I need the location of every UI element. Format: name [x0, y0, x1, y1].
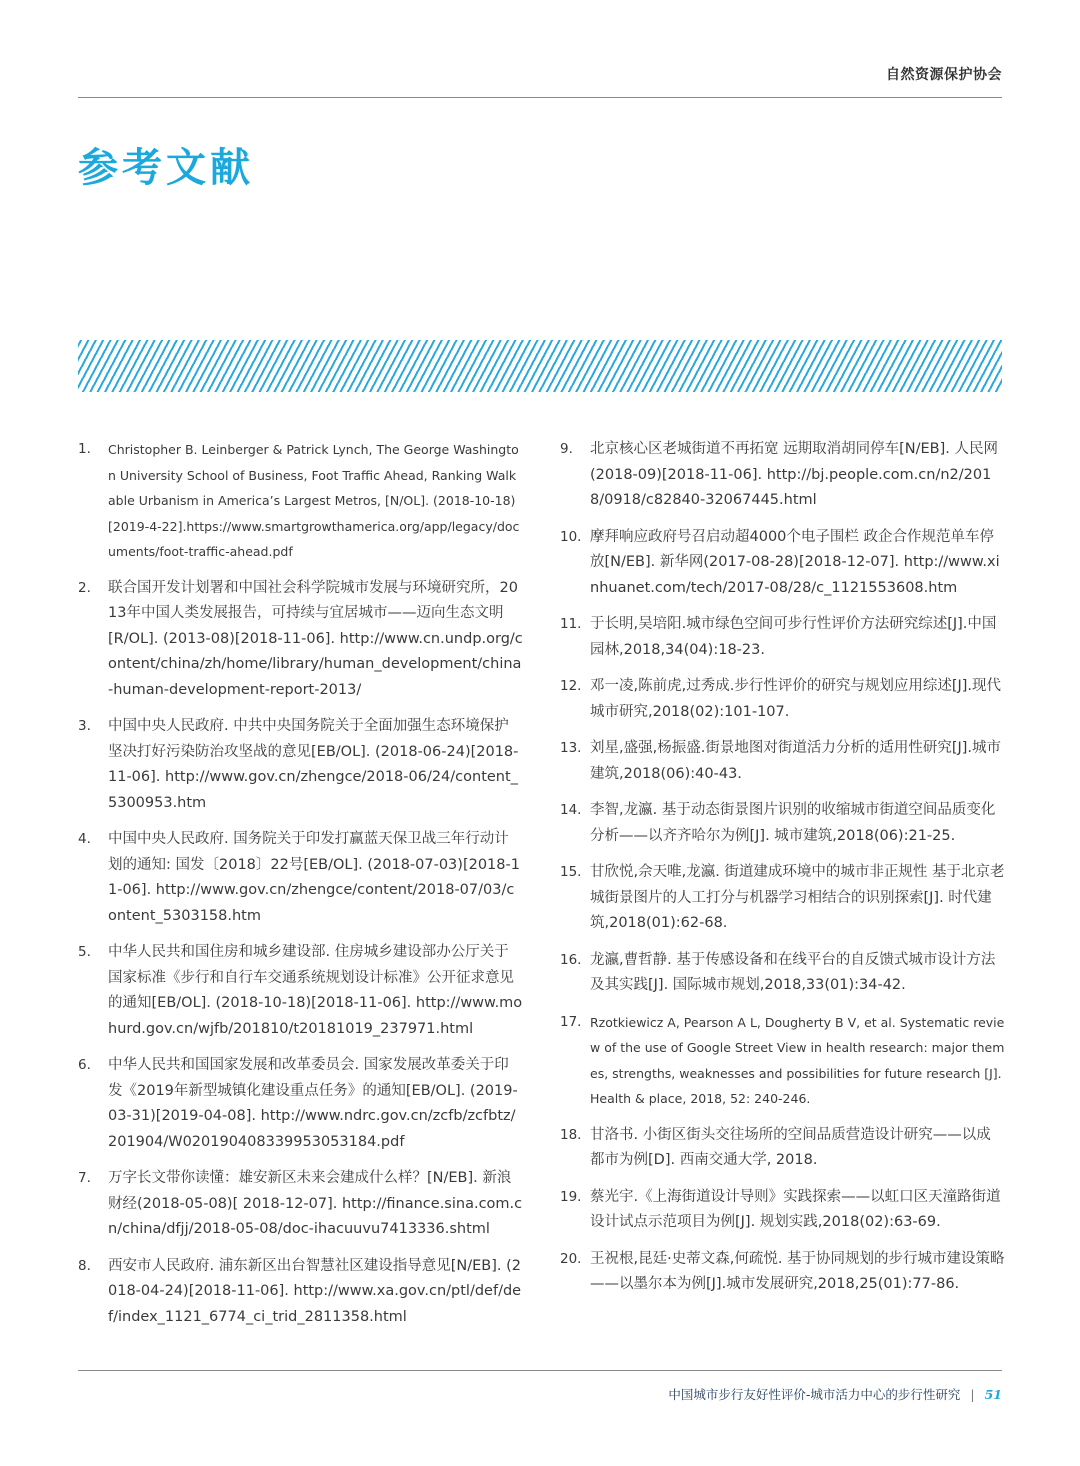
reference-text: 摩拜响应政府号召启动超4000个电子围栏 政企合作规范单车停放[N/EB]. 新华网(2017-08-28)[2018-12-07]. http://www.xinhuanet.com/tech/2017-08/28/c_1121553608.htm	[590, 528, 1000, 596]
reference-number: 2.	[78, 579, 91, 596]
page-title: 参考文献	[78, 145, 254, 191]
reference-number: 4.	[78, 831, 91, 847]
reference-text: 中国中央人民政府. 中共中央国务院关于全面加强生态环境保护 坚决打好污染防治攻坚战的意见[EB/OL]. (2018-06-24)[2018-11-06]. http://www.gov.cn/zhengce/2018-06/24/content_5300953.htm	[108, 718, 519, 811]
reference-item	[560, 1185, 1005, 1236]
reference-text: 甘洛书. 小街区街头交往场所的空间品质营造设计研究——以成都市为例[D]. 西南交通大学, 2018.	[590, 1126, 991, 1168]
reference-text: 中华人民共和国住房和城乡建设部. 住房城乡建设部办公厅关于国家标准《步行和自行车交通系统规划设计标准》公开征求意见的通知[EB/OL]. (2018-10-18)[2018-11-06]. http://www.mohurd.gov.cn/wjfb/201810/t20181019_237971.html	[108, 944, 523, 1037]
reference-text: 联合国开发计划署和中国社会科学院城市发展与环境研究所，2013年中国人类发展报告，可持续与宜居城市——迈向生态文明[R/OL]. (2013-08)[2018-11-06]. http://www.cn.undp.org/content/china/zh/home/library/human_development/china-human-development-report-2013/	[108, 579, 523, 698]
references-left-column	[78, 437, 523, 1341]
reference-text: 西安市人民政府. 浦东新区出台智慧社区建设指导意见[N/EB]. (2018-04-24)[2018-11-06]. http://www.xa.gov.cn/ptl/def/def/index_1121_6774_ci_trid_2811358.html	[108, 1257, 522, 1325]
footer	[668, 1385, 1002, 1403]
reference-text: 甘欣悦,佘天唯,龙瀛. 街道建成环境中的城市非正规性 基于北京老城街景图片的人工打分与机器学习相结合的识别探索[J]. 时代建筑,2018(01):62-68.	[590, 864, 1005, 931]
reference-item	[78, 827, 523, 929]
reference-item	[78, 1254, 523, 1331]
reference-item	[78, 437, 523, 565]
reference-text: 刘星,盛强,杨振盛.街景地图对街道活力分析的适用性研究[J].城市建筑,2018(06):40-43.	[590, 740, 1002, 782]
page-number: 51	[984, 1386, 1002, 1402]
reference-item	[78, 940, 523, 1042]
reference-text: 中国中央人民政府. 国务院关于印发打赢蓝天保卫战三年行动计划的通知: 国发〔2018〕22号[EB/OL]. (2018-07-03)[2018-11-06]. http://www.gov.cn/zhengce/content/2018-07/03/content_5303158.htm	[108, 831, 520, 924]
reference-text: 龙瀛,曹哲静. 基于传感设备和在线平台的自反馈式城市设计方法及其实践[J]. 国际城市规划,2018,33(01):34-42.	[590, 951, 996, 993]
reference-text: Christopher B. Leinberger & Patrick Lynch, The George Washington University School of Business, Foot Traffic Ahead, Ranking Walkable Urbanism in America’s Largest Metros, [N/OL]. (2018-10-18)[2019-4-22].https://www.smartgrowthamerica.org/app/legacy/documents/foot-traffic-ahead.pdf	[108, 442, 520, 559]
organization-name: 自然资源保护协会	[886, 67, 1002, 83]
references-right-column	[560, 437, 1005, 1309]
reference-number: 12.	[560, 678, 582, 694]
footer-caption: 中国城市步行友好性评价-城市活力中心的步行性研究	[668, 1387, 961, 1402]
reference-number: 16.	[560, 951, 582, 968]
reference-item	[560, 1123, 1005, 1174]
reference-item	[560, 736, 1005, 787]
reference-number: 17.	[560, 1013, 582, 1030]
reference-text: 王祝根,昆廷·史蒂文森,何疏悦. 基于协同规划的步行城市建设策略——以墨尔本为例[J].城市发展研究,2018,25(01):77-86.	[590, 1250, 1005, 1292]
reference-text: 李智,龙瀛. 基于动态街景图片识别的收缩城市街道空间品质变化分析——以齐齐哈尔为例[J]. 城市建筑,2018(06):21-25.	[590, 802, 996, 844]
reference-text: 于长明,吴培阳.城市绿色空间可步行性评价方法研究综述[J].中国园林,2018,34(04):18-23.	[590, 616, 997, 658]
reference-item	[560, 674, 1005, 725]
reference-item	[560, 798, 1005, 849]
reference-number: 8.	[78, 1257, 91, 1274]
reference-item	[560, 1247, 1005, 1298]
reference-text: 中华人民共和国国家发展和改革委员会. 国家发展改革委关于印发《2019年新型城镇化建设重点任务》的通知[EB/OL]. (2019-03-31)[2019-04-08]. http://www.ndrc.gov.cn/zcfb/zcfbtz/201904/W020190408339953053184.pdf	[108, 1057, 518, 1150]
reference-number: 13.	[560, 740, 582, 756]
reference-item	[560, 1010, 1005, 1112]
reference-number: 15.	[560, 864, 582, 880]
reference-item	[560, 860, 1005, 937]
reference-number: 9.	[560, 441, 573, 457]
reference-number: 18.	[560, 1126, 582, 1143]
reference-number: 5.	[78, 944, 91, 960]
reference-text: 邓一凌,陈前虎,过秀成.步行性评价的研究与规划应用综述[J].现代城市研究,2018(02):101-107.	[590, 678, 1002, 720]
reference-text: Rzotkiewicz A, Pearson A L, Dougherty B V, et al. Systematic review of the use of Google Street View in health research: major themes, strengths, weaknesses and possibilities for future research [J]. Health & place, 2018, 52: 240-246.	[590, 1014, 1005, 1106]
reference-item	[560, 437, 1005, 514]
decorative-hatch-band	[78, 340, 1002, 392]
footer-separator: |	[970, 1386, 975, 1402]
reference-number: 6.	[78, 1057, 91, 1073]
reference-number: 10.	[560, 528, 582, 545]
footer-divider	[78, 1370, 1002, 1371]
reference-item	[560, 612, 1005, 663]
reference-number: 7.	[78, 1170, 91, 1186]
reference-number: 20.	[560, 1250, 582, 1267]
reference-number: 11.	[560, 616, 582, 632]
reference-item	[78, 1166, 523, 1243]
reference-number: 1.	[78, 441, 91, 457]
reference-item	[78, 1053, 523, 1155]
reference-text: 蔡光宇.《上海街道设计导则》实践探索——以虹口区天潼路街道设计试点示范项目为例[J]. 规划实践,2018(02):63-69.	[590, 1188, 1001, 1230]
reference-item	[78, 714, 523, 816]
reference-number: 14.	[560, 802, 582, 818]
header-divider	[78, 97, 1002, 98]
reference-number: 3.	[78, 718, 91, 734]
reference-text: 万字长文带你读懂：雄安新区未来会建成什么样？[N/EB]. 新浪财经(2018-05-08)[ 2018-12-07]. http://finance.sina.com.cn/china/dfjj/2018-05-08/doc-ihacuuvu7413336.shtml	[108, 1170, 523, 1237]
reference-item	[560, 948, 1005, 999]
reference-item	[560, 525, 1005, 602]
reference-item	[78, 576, 523, 704]
reference-number: 19.	[560, 1188, 582, 1205]
reference-text: 北京核心区老城街道不再拓宽 远期取消胡同停车[N/EB]. 人民网(2018-09)[2018-11-06]. http://bj.people.com.cn/n2/2018/0918/c82840-32067445.html	[590, 441, 998, 508]
